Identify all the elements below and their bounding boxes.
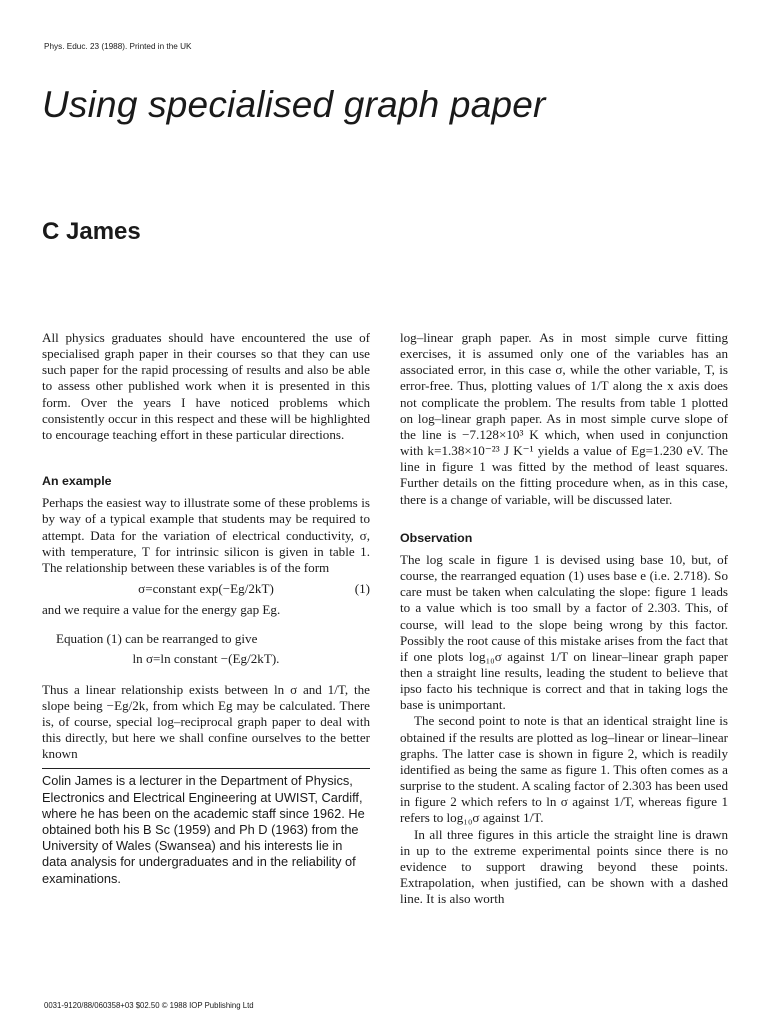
author-bio: Colin James is a lecturer in the Department of Physics, Electronics and Electrical Engineering at UWIST, Cardiff, where he has been on the academic staff since 1962. He obtained both his B Sc (1959) and Ph D (1963) from the University of Wales (Swansea) and his interests lie in data analysis for undergraduates and in the reliability of examinations.: [42, 773, 365, 886]
right-column: [400, 330, 728, 907]
author-name: C James: [42, 218, 141, 245]
loglinear-paragraph: log–linear graph paper. As in most simple curve fitting exercises, it is assumed only one of the variables has an associated error, in this case σ, while the other variable, T, is error-free. Thus, plotting values of 1/T along the x axis does not complicate the problem. The results from table 1 plotted on log–linear graph paper. As in most simple curve slope of the line is −7.128×10³ K which, when used in conjunction with k=1.38×10⁻²³ J K⁻¹ yields a value of Eg=1.230 eV. The line in figure 1 was fitted by the method of least squares. Further details on the fitting procedure when, as in this case, there is a change of variable, will be discussed later.: [400, 330, 728, 507]
section-heading-observation: Observation: [400, 530, 473, 545]
equation-1-text: σ=constant exp(−Eg/2kT): [138, 581, 274, 597]
second-point-paragraph: The second point to note is that an identical straight line is obtained if the results are plotted as log–linear or linear–linear graphs. The latter case is shown in figure 2, which is readily identified as being the same as figure 1. This often comes as a surprise to the student. A scaling factor of 2.303 has been used in figure 2 which refers to ln σ against 1/T, whereas figure 1 refers to log₁₀σ against 1/T.: [400, 713, 728, 826]
energy-gap-paragraph: and we require a value for the energy gap Eg.: [42, 602, 281, 618]
journal-header: Phys. Educ. 23 (1988). Printed in the UK: [44, 42, 192, 51]
equation-2: [42, 651, 370, 667]
section-heading-example: An example: [42, 474, 112, 489]
observation-paragraph: The log scale in figure 1 is devised using base 10, but, of course, the rearranged equation (1) uses base e (i.e. 2.718). So care must be taken when calculating the slope: figure 1 leads to a value which is too small by a factor of 2.303. This, of course, will lead to the slope being wrong by this factor. Possibly the root cause of this mistake arises from the fact that if one plots log₁₀σ against 1/T on linear–linear graph paper then a straight line results, leading the student to believe that ipso facto his technique is correct and that in taking logs the base is unimportant.: [400, 551, 728, 713]
article-title: Using specialised graph paper: [42, 84, 546, 125]
rearrange-paragraph: Equation (1) can be rearranged to give: [56, 631, 258, 647]
bio-divider: [42, 768, 370, 769]
left-column: [42, 330, 370, 887]
example-paragraph: Perhaps the easiest way to illustrate some of these problems is by way of a typical example that students may be required to attempt. Data for the variation of electrical conductivity, σ, with temperature, T for intrinsic silicon is given in table 1. The relationship between these variables is of the form: [42, 495, 370, 575]
linear-relationship-paragraph: Thus a linear relationship exists between ln σ and 1/T, the slope being −Eg/2k, from which Eg may be calculated. There is, of course, special log–reciprocal graph paper to deal with this directly, but here we shall confine ourselves to the better known: [42, 681, 370, 762]
straight-line-paragraph: In all three figures in this article the straight line is drawn in up to the extreme experimental points since there is no evidence to support drawing beyond these points. Extrapolation, when justified, can be shown with a dashed line. It is also worth: [400, 826, 728, 907]
intro-paragraph: All physics graduates should have encountered the use of specialised graph paper in their courses so that they can use such paper for the rapid processing of results and also be able to assess other published work when it is presented in this form. Over the years I have noticed problems which consistently occur in this respect and these will be highlighted to encourage teaching effort in these particular directions.: [42, 330, 370, 442]
equation-2-text: ln σ=ln constant −(Eg/2kT).: [132, 651, 280, 667]
copyright-footer: 0031-9120/88/060358+03 $02.50 © 1988 IOP Publishing Ltd: [44, 1001, 254, 1010]
equation-1-number: (1): [354, 581, 370, 597]
equation-1: [42, 581, 370, 597]
